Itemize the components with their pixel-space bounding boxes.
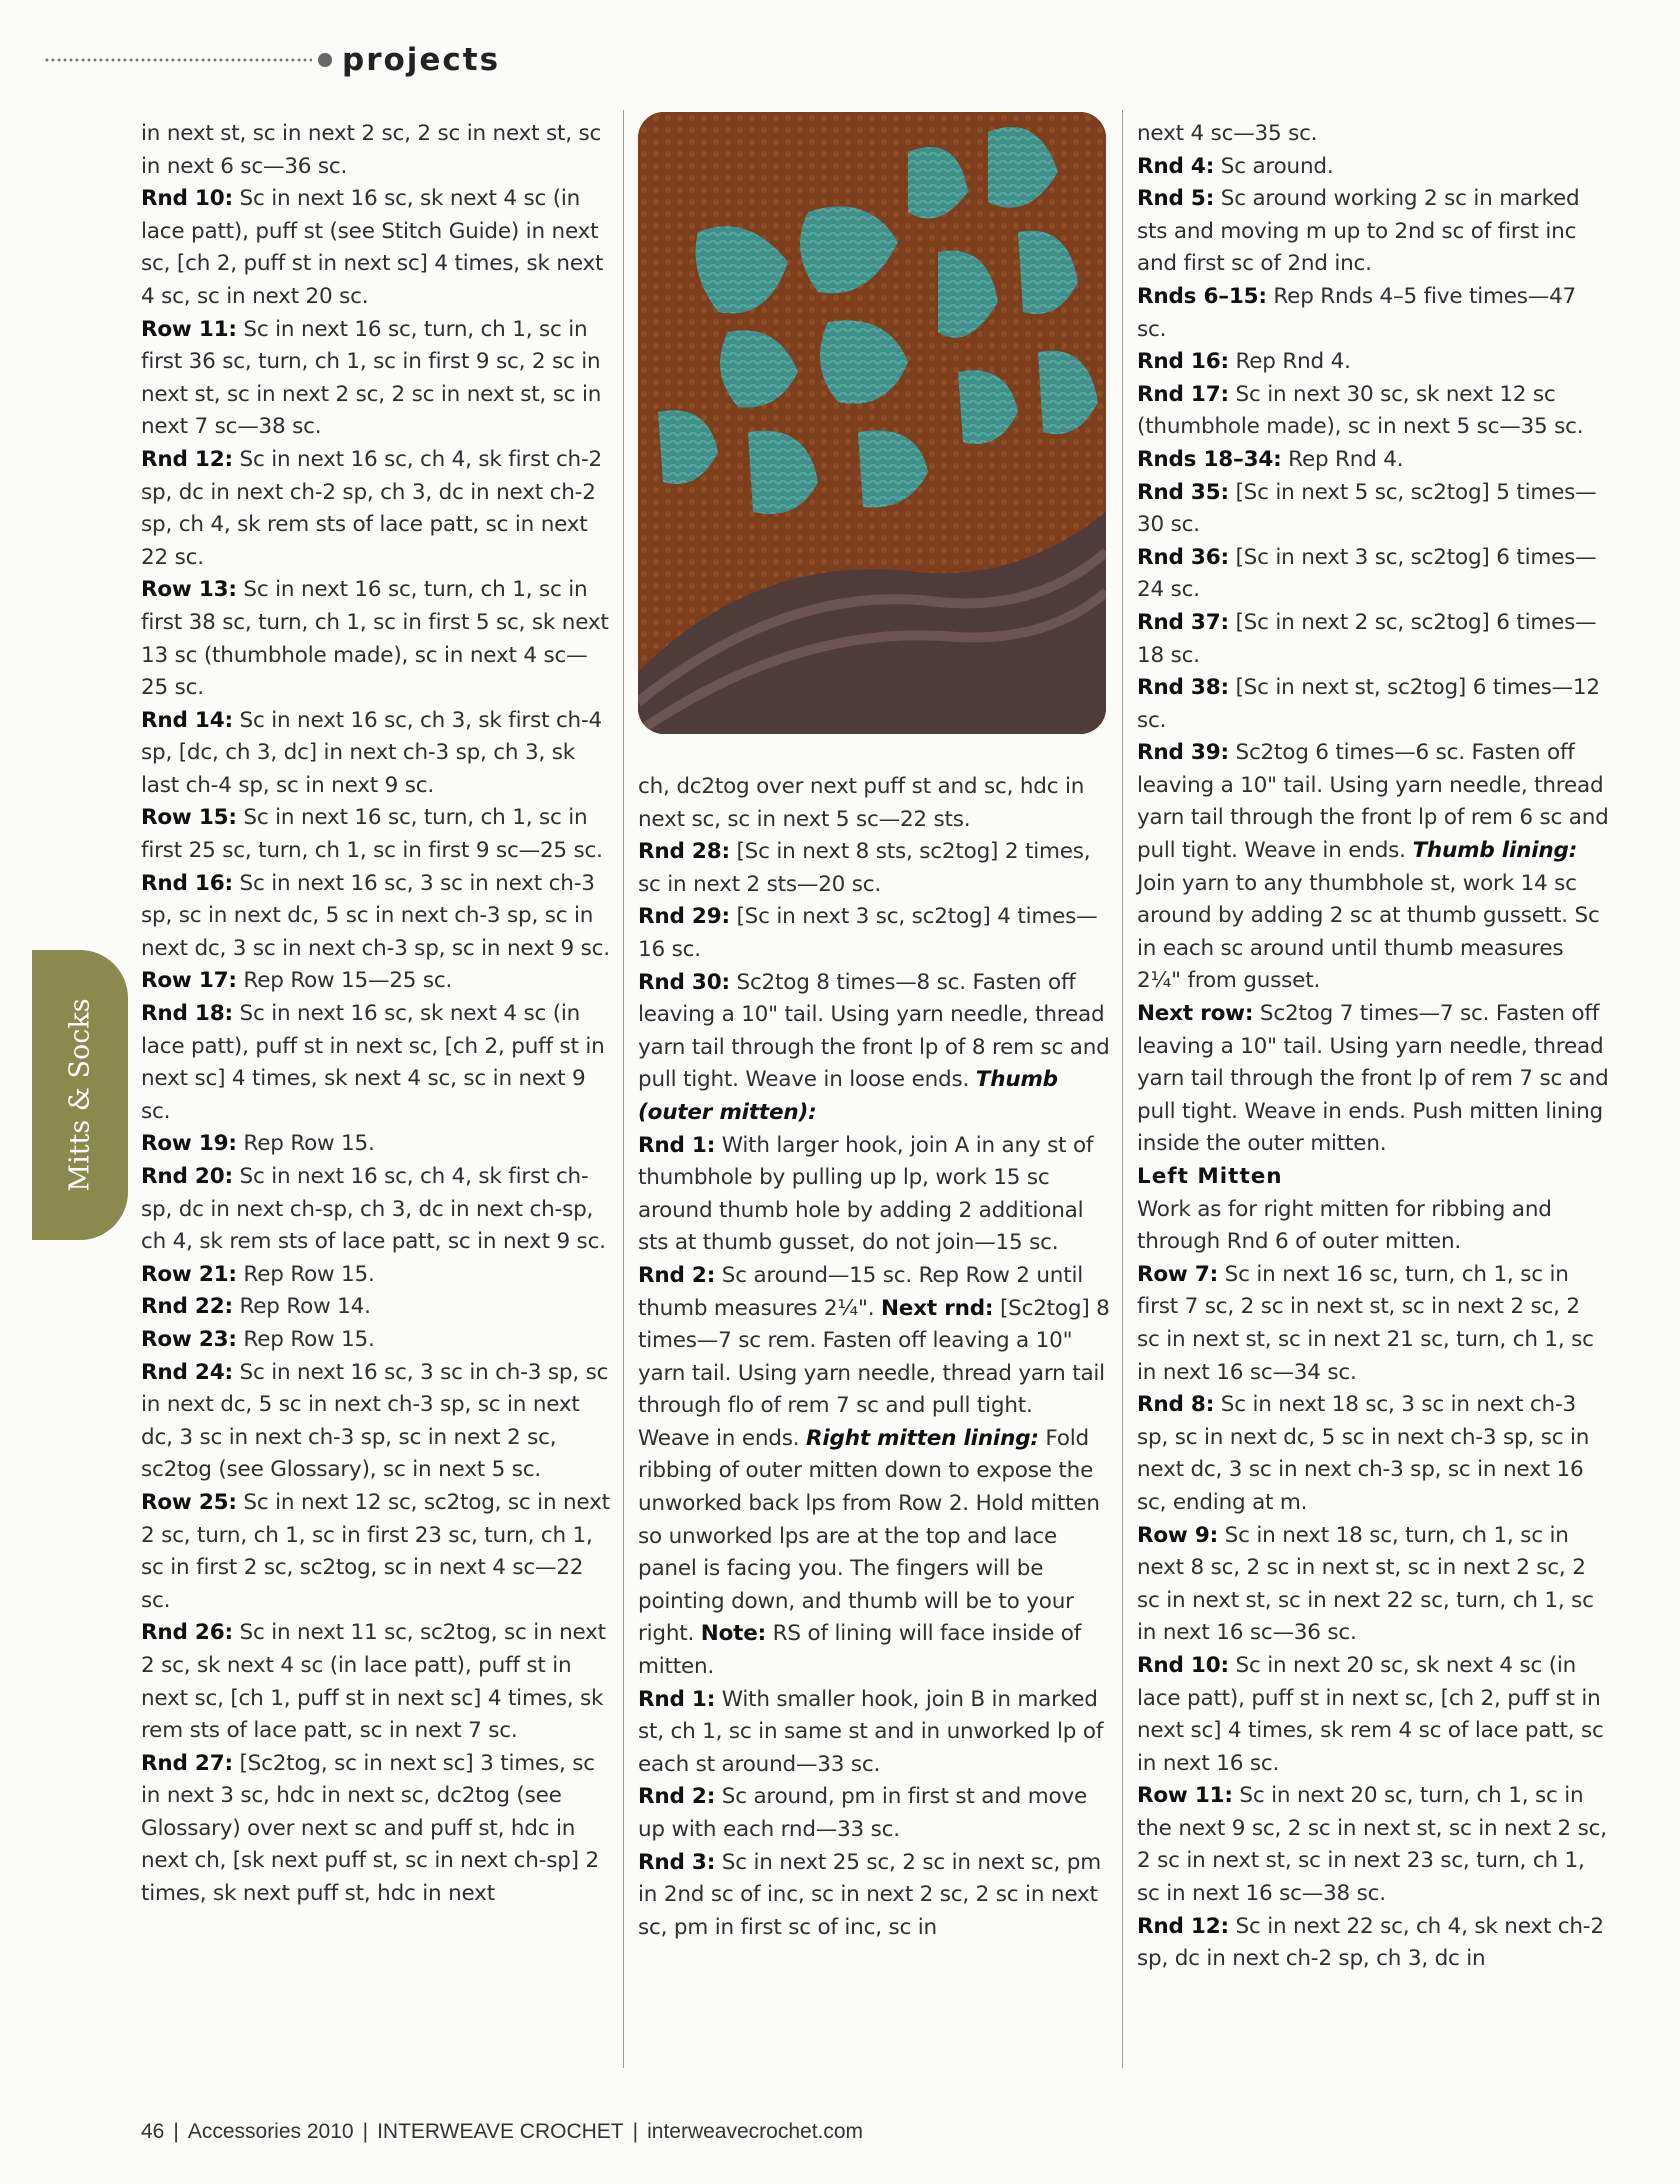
instruction-paragraph: Rnd 27: [Sc2tog, sc in next sc] 3 times, sc in next 3 sc, hdc in next sc, dc2tog (see Glossary) over next sc and puff st, hdc in next ch, [sk next puff st, sc in next ch-sp] 2 times, sk next puff st, hdc in next: [141, 1750, 599, 1907]
instruction-paragraph: Rnd 39: Sc2tog 6 times—6 sc. Fasten off leaving a 10" tail. Using yarn needle, thread yarn tail through the front lp of rem 6 sc and pull tight. Weave in ends. Thumb lining: Join yarn to any thumbhole st, work 14 sc around by adding 2 sc at thumb gussett. Sc in each sc around until thumb measures 2¼" from gusset.: [1137, 740, 1609, 994]
mitten-photo: [638, 112, 1106, 734]
instruction-paragraph: Rnd 35: [Sc in next 5 sc, sc2tog] 5 times—30 sc.: [1137, 479, 1597, 538]
text-column-3: [1137, 118, 1609, 1976]
instruction-paragraph: Rnd 14: Sc in next 16 sc, ch 3, sk first ch-4 sp, [dc, ch 3, dc] in next ch-3 sp, ch 3, sk last ch-4 sp, sc in next 9 sc.: [141, 707, 603, 798]
instruction-paragraph: Row 13: Sc in next 16 sc, turn, ch 1, sc in first 38 sc, turn, ch 1, sc in first 5 sc, sk next 13 sc (thumbhole made), sc in next 4 sc—25 sc.: [141, 577, 609, 701]
instruction-paragraph: Row 7: Sc in next 16 sc, turn, ch 1, sc in first 7 sc, 2 sc in next st, sc in next 2 sc, 2 sc in next st, sc in next 21 sc, turn, ch 1, sc in next 16 sc—34 sc.: [1137, 1261, 1594, 1385]
instruction-paragraph: Rnd 26: Sc in next 11 sc, sc2tog, sc in next 2 sc, sk next 4 sc (in lace patt), puff st in next sc, [ch 1, puff st in next sc] 4 times, sk rem sts of lace patt, sc in next 7 sc.: [141, 1620, 606, 1744]
instruction-paragraph: Row 25: Sc in next 12 sc, sc2tog, sc in next 2 sc, turn, ch 1, sc in first 23 sc, turn, ch 1, sc in first 2 sc, sc2tog, sc in next 4 sc—22 sc.: [141, 1489, 610, 1613]
side-tab: [32, 950, 128, 1240]
subheading: Left Mitten: [1137, 1164, 1283, 1189]
mitten-photo-drawing: [638, 112, 1106, 734]
instruction-paragraph: Rnd 24: Sc in next 16 sc, 3 sc in ch-3 sp, sc in next dc, 5 sc in next ch-3 sp, sc in next dc, 3 sc in next ch-3 sp, sc in next 2 sc, sc2tog (see Glossary), sc in next 5 sc.: [141, 1359, 609, 1483]
instruction-paragraph: Rnd 20: Sc in next 16 sc, ch 4, sk first ch-sp, dc in next ch-sp, ch 3, dc in next ch-sp, ch 4, sk rem sts of lace patt, sc in next 9 sc.: [141, 1164, 606, 1255]
instruction-paragraph: Rnd 2: Sc around—15 sc. Rep Row 2 until thumb measures 2¼". Next rnd: [Sc2tog] 8 times—7 sc rem. Fasten off leaving a 10" yarn tail. Using yarn needle, thread yarn tail through flo of rem 7 sc and pull tight. Weave in ends. Right mitten lining: Fold ribbing of outer mitten down to expose the unworked back lps from Row 2. Hold mitten so unworked lps are at the top and lace panel is facing you. The fingers will be pointing down, and thumb will be to your right. Note: RS of lining will face inside of mitten.: [638, 1262, 1110, 1680]
website-url: interweavecrochet.com: [647, 2120, 864, 2143]
instruction-paragraph: Row 15: Sc in next 16 sc, turn, ch 1, sc in first 25 sc, turn, ch 1, sc in first 9 sc—25 sc.: [141, 805, 603, 864]
column-divider: [1122, 110, 1123, 2068]
instruction-paragraph: Rnd 16: Sc in next 16 sc, 3 sc in next ch-3 sp, sc in next dc, 5 sc in next ch-3 sp, sc in next dc, 3 sc in next ch-3 sp, sc in next 9 sc.: [141, 870, 610, 961]
instruction-paragraph: Row 17: Rep Row 15—25 sc.: [141, 968, 453, 994]
text-column-1: [141, 118, 611, 1911]
instruction-paragraph: Rnd 1: With larger hook, join A in any st of thumbhole by pulling up lp, work 15 sc around thumb hole by adding 2 additional sts at thumb gusset, do not join—15 sc.: [638, 1132, 1094, 1256]
instruction-paragraph: Row 11: Sc in next 20 sc, turn, ch 1, sc in the next 9 sc, 2 sc in next st, sc in next 2 sc, 2 sc in next st, sc in next 23 sc, turn, ch 1, sc in next 16 sc—38 sc.: [1137, 1783, 1607, 1907]
instruction-paragraph: Rnd 1: With smaller hook, join B in marked st, ch 1, sc in same st and in unworked lp of each st around—33 sc.: [638, 1686, 1104, 1777]
instruction-paragraph: Rnd 18: Sc in next 16 sc, sk next 4 sc (in lace patt), puff st in next sc, [ch 2, puff st in next sc] 4 times, sk next 4 sc, sc in next 9 sc.: [141, 1001, 605, 1124]
instruction-paragraph: Next row: Sc2tog 7 times—7 sc. Fasten off leaving a 10" tail. Using yarn needle, thread yarn tail through the front lp of rem 7 sc and pull tight. Weave in ends. Push mitten lining inside the outer mitten.: [1137, 1001, 1609, 1157]
instruction-paragraph: Rnd 10: Sc in next 16 sc, sk next 4 sc (in lace patt), puff st (see Stitch Guide) in next sc, [ch 2, puff st in next sc] 4 times, sk next 4 sc, sc in next 20 sc.: [141, 186, 604, 309]
instruction-paragraph: Row 9: Sc in next 18 sc, turn, ch 1, sc in next 8 sc, 2 sc in next st, sc in next 2 sc, 2 sc in next st, sc in next 22 sc, turn, ch 1, sc in next 16 sc—36 sc.: [1137, 1522, 1594, 1646]
instruction-paragraph: Row 19: Rep Row 15.: [141, 1131, 375, 1157]
instruction-paragraph: Row 11: Sc in next 16 sc, turn, ch 1, sc in first 36 sc, turn, ch 1, sc in first 9 sc, 2 sc in next st, sc in next 2 sc, 2 sc in next st, sc in next 7 sc—38 sc.: [141, 316, 602, 440]
page-number: 46: [141, 2120, 165, 2143]
instruction-paragraph: Rnd 29: [Sc in next 3 sc, sc2tog] 4 times—16 sc.: [638, 904, 1098, 962]
instruction-paragraph: Rnd 10: Sc in next 20 sc, sk next 4 sc (in lace patt), puff st in next sc, [ch 2, puff st in next sc] 4 times, sk rem 4 sc of lace patt, sc in next 16 sc.: [1137, 1652, 1604, 1776]
page-footer: 46 | Accessories 2010 | INTERWEAVE CROCHET | interweavecrochet.com: [141, 2120, 864, 2143]
instruction-paragraph: Rnd 17: Sc in next 30 sc, sk next 12 sc (thumbhole made), sc in next 5 sc—35 sc.: [1137, 381, 1584, 440]
instruction-paragraph: Rnd 5: Sc around working 2 sc in marked sts and moving m up to 2nd sc of first inc and first sc of 2nd inc.: [1137, 186, 1580, 277]
section-title: projects: [342, 42, 501, 78]
instruction-paragraph: ch, dc2tog over next puff st and sc, hdc in next sc, sc in next 5 sc—22 sts.: [638, 774, 1085, 832]
instruction-paragraph: Rnds 18–34: Rep Rnd 4.: [1137, 446, 1404, 472]
instruction-paragraph: Work as for right mitten for ribbing and through Rnd 6 of outer mitten.: [1137, 1196, 1552, 1255]
column-divider: [623, 110, 624, 2068]
instruction-paragraph: Rnd 4: Sc around.: [1137, 153, 1334, 179]
page-header: [44, 38, 500, 82]
instruction-paragraph: Row 21: Rep Row 15.: [141, 1261, 375, 1287]
side-tab-label: Mitts & Socks: [64, 998, 96, 1192]
instruction-paragraph: Rnd 12: Sc in next 22 sc, ch 4, sk next ch-2 sp, dc in next ch-2 sp, ch 3, dc in: [1137, 1913, 1604, 1972]
issue-name: Accessories 2010: [187, 2120, 354, 2143]
instruction-paragraph: Rnds 6–15: Rep Rnds 4–5 five times—47 sc.: [1137, 283, 1577, 342]
instruction-paragraph: Rnd 30: Sc2tog 8 times—8 sc. Fasten off leaving a 10" tail. Using yarn needle, thread yarn tail through the front lp of 8 rem sc and pull tight. Weave in loose ends. Thumb (outer mitten):: [638, 969, 1110, 1125]
instruction-paragraph: next 4 sc—35 sc.: [1137, 121, 1318, 146]
instruction-paragraph: Rnd 3: Sc in next 25 sc, 2 sc in next sc, pm in 2nd sc of inc, sc in next 2 sc, 2 sc in next sc, pm in first sc of inc, sc in: [638, 1849, 1101, 1940]
instruction-paragraph: Rnd 22: Rep Row 14.: [141, 1294, 371, 1320]
instruction-paragraph: Rnd 36: [Sc in next 3 sc, sc2tog] 6 times—24 sc.: [1137, 544, 1597, 603]
instruction-paragraph: Rnd 38: [Sc in next st, sc2tog] 6 times—12 sc.: [1137, 675, 1600, 733]
instruction-paragraph: Rnd 12: Sc in next 16 sc, ch 4, sk first ch-2 sp, dc in next ch-2 sp, ch 3, dc in next ch-2 sp, ch 4, sk rem sts of lace patt, sc in next 22 sc.: [141, 446, 603, 570]
magazine-name: INTERWEAVE CROCHET: [377, 2120, 624, 2143]
instruction-paragraph: Row 23: Rep Row 15.: [141, 1326, 375, 1352]
instruction-paragraph: Rnd 28: [Sc in next 8 sts, sc2tog] 2 times, sc in next 2 sts—20 sc.: [638, 839, 1091, 897]
instruction-paragraph: Rnd 16: Rep Rnd 4.: [1137, 349, 1351, 375]
instruction-paragraph: Rnd 37: [Sc in next 2 sc, sc2tog] 6 times—18 sc.: [1137, 609, 1597, 668]
dotted-leader: [44, 58, 312, 62]
instruction-paragraph: Rnd 2: Sc around, pm in first st and move up with each rnd—33 sc.: [638, 1784, 1088, 1842]
instruction-paragraph: in next st, sc in next 2 sc, 2 sc in next st, sc in next 6 sc—36 sc.: [141, 121, 602, 179]
text-column-2: [638, 771, 1110, 1944]
instruction-paragraph: Rnd 8: Sc in next 18 sc, 3 sc in next ch-3 sp, sc in next dc, 5 sc in next ch-3 sp, sc in next dc, 3 sc in next ch-3 sp, sc in next 16 sc, ending at m.: [1137, 1392, 1590, 1515]
bullet-icon: [318, 53, 332, 67]
